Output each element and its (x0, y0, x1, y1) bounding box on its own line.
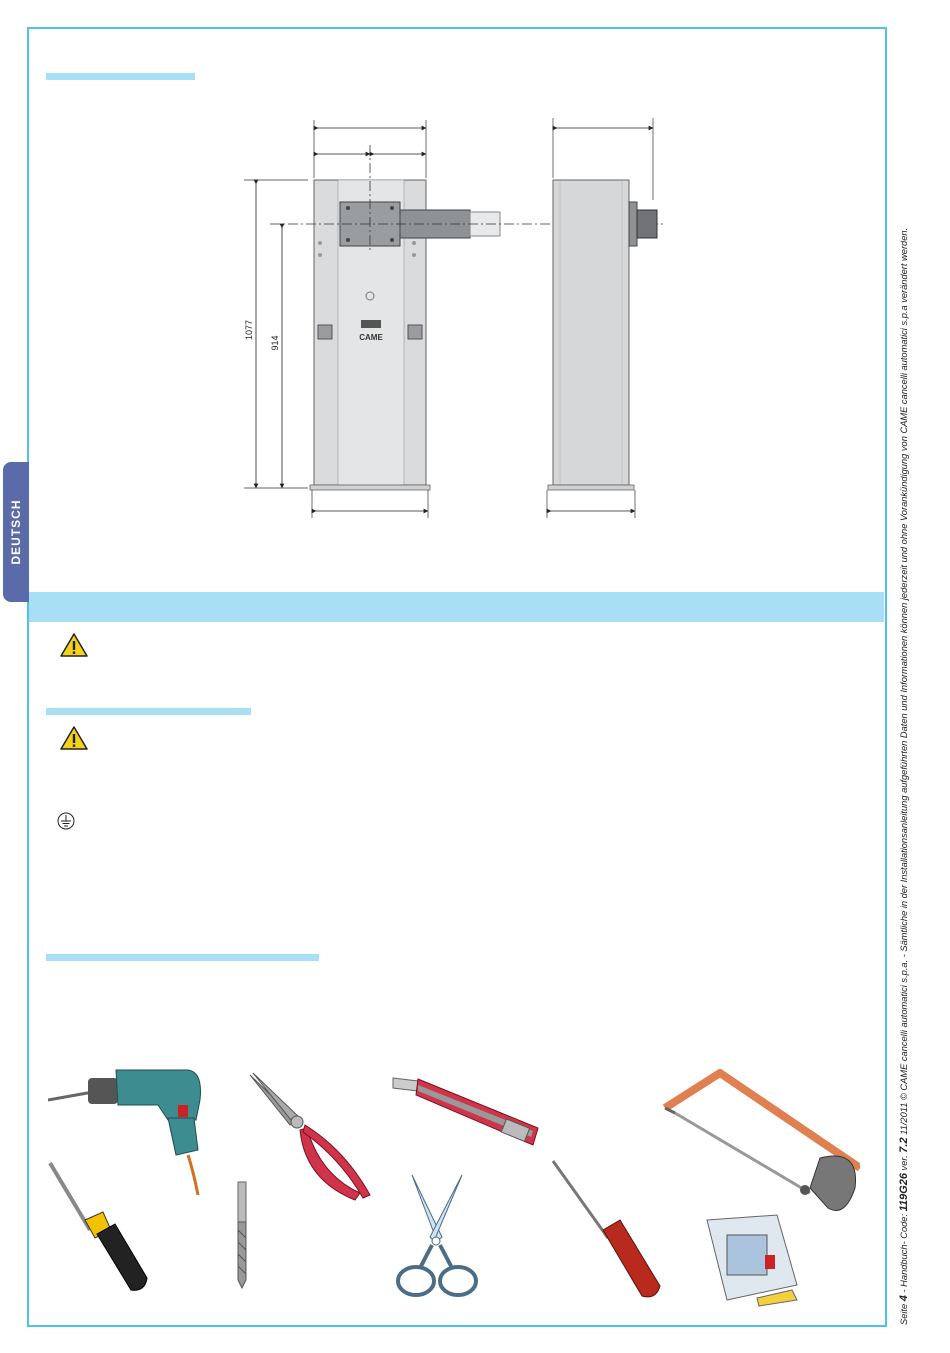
footer-copyright: © CAME cancelli automatici s.p.a. - Sämtliche in der Installationsanleitung aufgeführten Daten und Informationen können jederzeit und ohne Vorankündigung von CAME cancelli automatici s.p.a verändert werden. (899, 227, 909, 1100)
warning-icon (60, 726, 88, 750)
footer-code-prefix: - Handbuch- Code: (899, 1211, 909, 1296)
section-band (29, 592, 884, 622)
language-tab-label: DEUTSCH (9, 499, 23, 565)
footer-code: 119G26 (898, 1173, 910, 1212)
footer-ver: 7.2 (898, 1137, 910, 1153)
scissors-icon (392, 1173, 482, 1303)
footer-page-number: 4 (898, 1295, 910, 1302)
dim-914-label: 914 (270, 335, 280, 351)
heading-bar-2 (46, 708, 251, 715)
language-tab (3, 462, 29, 602)
heading-bar-1 (46, 73, 195, 80)
screwdriver-phillips-icon (548, 1158, 668, 1303)
tape-measure-icon (697, 1210, 807, 1310)
heading-bar-3 (46, 954, 319, 961)
footer-ver-label: ver. (899, 1152, 909, 1174)
cutter-knife-icon (388, 1073, 548, 1153)
pliers-icon (245, 1070, 375, 1205)
brand-label: CAME (359, 333, 383, 342)
warning-icon (60, 633, 88, 657)
screwdriver-flat-icon (45, 1160, 155, 1300)
ground-icon (57, 812, 75, 830)
dimension-drawing (230, 110, 690, 530)
footer-page-label: Seite (899, 1303, 909, 1325)
footer-date: 11/2011 (899, 1100, 909, 1138)
hacksaw-icon (660, 1068, 860, 1218)
dim-1077-label: 1077 (244, 319, 254, 341)
drill-bit-icon (232, 1180, 252, 1290)
footer-note (898, 228, 910, 1325)
